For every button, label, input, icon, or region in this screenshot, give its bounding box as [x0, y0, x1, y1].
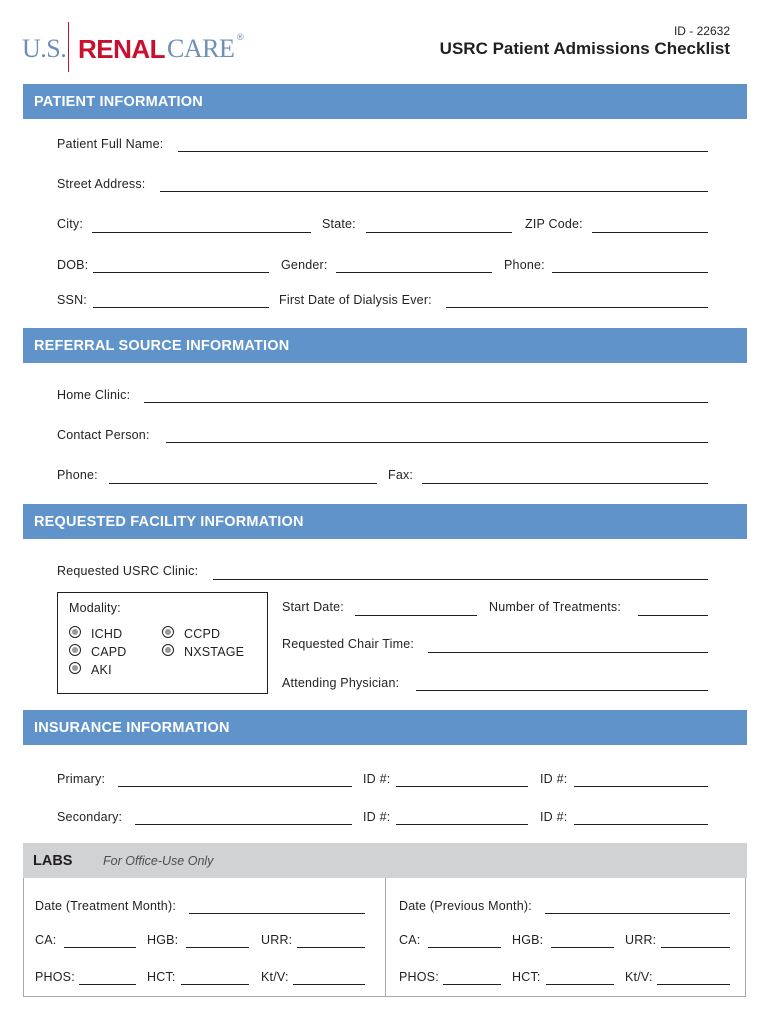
first-dialysis-field[interactable]: [446, 307, 708, 308]
primary-field[interactable]: [118, 786, 352, 787]
urr-field-left[interactable]: [297, 947, 365, 948]
logo-registered: ®: [237, 32, 244, 42]
gender-field[interactable]: [336, 272, 492, 273]
phos-label-left: PHOS:: [35, 970, 75, 984]
contact-person-field[interactable]: [166, 442, 708, 443]
secondary-id-field[interactable]: [396, 824, 528, 825]
radio-icon[interactable]: [162, 644, 174, 656]
primary-id-label: ID #:: [363, 772, 391, 786]
modality-option-ccpd[interactable]: [162, 626, 257, 641]
city-field[interactable]: [92, 232, 311, 233]
hgb-label-left: HGB:: [147, 933, 179, 947]
phos-field-right[interactable]: [443, 984, 501, 985]
hgb-field-left[interactable]: [186, 947, 249, 948]
referral-phone-label: Phone:: [57, 468, 98, 482]
city-label: City:: [57, 217, 83, 231]
modality-option-ichd[interactable]: [69, 626, 149, 641]
primary-id-field[interactable]: [396, 786, 528, 787]
logo-care: CARE: [167, 34, 235, 63]
modality-label: Modality:: [69, 601, 121, 615]
page-title: USRC Patient Admissions Checklist: [439, 39, 730, 58]
hct-label-right: HCT:: [512, 970, 541, 984]
ktv-label-right: Kt/V:: [625, 970, 653, 984]
option-label: NXSTAGE: [184, 645, 245, 659]
hct-field-left[interactable]: [181, 984, 249, 985]
section-bar-referral: [23, 328, 747, 363]
secondary-label: Secondary:: [57, 810, 123, 824]
gender-label: Gender:: [281, 258, 328, 272]
logo-renal: RENAL: [78, 34, 166, 64]
phos-label-right: PHOS:: [399, 970, 439, 984]
logo-divider: [68, 22, 69, 72]
patient-full-name-field[interactable]: [178, 151, 708, 152]
radio-icon[interactable]: [69, 626, 81, 638]
hct-label-left: HCT:: [147, 970, 176, 984]
urr-label-left: URR:: [261, 933, 293, 947]
hgb-field-right[interactable]: [551, 947, 614, 948]
ca-label-right: CA:: [399, 933, 421, 947]
option-label: CCPD: [184, 627, 221, 641]
section-bar-insurance: [23, 710, 747, 745]
section-heading-facility: REQUESTED FACILITY INFORMATION: [34, 514, 304, 530]
radio-icon[interactable]: [69, 644, 81, 656]
urr-field-right[interactable]: [661, 947, 730, 948]
fax-label: Fax:: [388, 468, 414, 482]
labs-header: [23, 843, 747, 878]
patient-phone-label: Phone:: [504, 258, 545, 272]
ssn-field[interactable]: [93, 307, 269, 308]
home-clinic-label: Home Clinic:: [57, 388, 131, 402]
section-heading-patient: PATIENT INFORMATION: [34, 94, 203, 110]
patient-full-name-label: Patient Full Name:: [57, 137, 164, 151]
date-treatment-label: Date (Treatment Month):: [35, 899, 176, 913]
ca-field-right[interactable]: [428, 947, 501, 948]
secondary-id2-field[interactable]: [574, 824, 708, 825]
modality-option-nxstage[interactable]: [162, 644, 257, 659]
phos-field-left[interactable]: [79, 984, 136, 985]
patient-phone-field[interactable]: [552, 272, 708, 273]
labs-heading: LABS: [33, 853, 73, 869]
date-previous-field[interactable]: [545, 913, 730, 914]
requested-clinic-field[interactable]: [213, 579, 708, 580]
labs-divider: [385, 878, 386, 997]
section-heading-referral: REFERRAL SOURCE INFORMATION: [34, 338, 290, 354]
dob-field[interactable]: [93, 272, 269, 273]
radio-icon[interactable]: [162, 626, 174, 638]
chair-time-field[interactable]: [428, 652, 708, 653]
ktv-label-left: Kt/V:: [261, 970, 289, 984]
ca-field-left[interactable]: [64, 947, 136, 948]
labs-note: For Office-Use Only: [103, 854, 214, 868]
ktv-field-right[interactable]: [657, 984, 730, 985]
section-heading-insurance: INSURANCE INFORMATION: [34, 720, 230, 736]
section-bar-patient: [23, 84, 747, 119]
primary-label: Primary:: [57, 772, 106, 786]
logo-us: U.S.: [22, 34, 67, 63]
street-address-label: Street Address:: [57, 177, 146, 191]
option-label: CAPD: [91, 645, 127, 659]
state-field[interactable]: [366, 232, 512, 233]
secondary-id2-label: ID #:: [540, 810, 568, 824]
hct-field-right[interactable]: [546, 984, 614, 985]
section-bar-facility: [23, 504, 747, 539]
requested-clinic-label: Requested USRC Clinic:: [57, 564, 199, 578]
option-label: ICHD: [91, 627, 123, 641]
contact-person-label: Contact Person:: [57, 428, 150, 442]
radio-icon[interactable]: [69, 662, 81, 674]
chair-time-label: Requested Chair Time:: [282, 637, 415, 651]
fax-field[interactable]: [422, 483, 708, 484]
zip-field[interactable]: [592, 232, 708, 233]
date-previous-label: Date (Previous Month):: [399, 899, 532, 913]
hgb-label-right: HGB:: [512, 933, 544, 947]
option-label: AKI: [91, 663, 112, 677]
form-id: ID - 22632: [673, 24, 730, 38]
start-date-label: Start Date:: [282, 600, 344, 614]
first-dialysis-label: First Date of Dialysis Ever:: [279, 293, 432, 307]
zip-label: ZIP Code:: [525, 217, 583, 231]
urr-label-right: URR:: [625, 933, 657, 947]
primary-id2-field[interactable]: [574, 786, 708, 787]
ktv-field-left[interactable]: [293, 984, 365, 985]
ca-label-left: CA:: [35, 933, 57, 947]
physician-label: Attending Physician:: [282, 676, 400, 690]
physician-field[interactable]: [416, 690, 708, 691]
num-treatments-field[interactable]: [638, 615, 708, 616]
referral-phone-field[interactable]: [109, 483, 377, 484]
secondary-id-label: ID #:: [363, 810, 391, 824]
modality-option-capd[interactable]: [69, 644, 149, 659]
home-clinic-field[interactable]: [144, 402, 708, 403]
state-label: State:: [322, 217, 356, 231]
dob-label: DOB:: [57, 258, 89, 272]
secondary-field[interactable]: [135, 824, 352, 825]
primary-id2-label: ID #:: [540, 772, 568, 786]
modality-option-aki[interactable]: [69, 662, 149, 677]
date-treatment-field[interactable]: [189, 913, 365, 914]
ssn-label: SSN:: [57, 293, 87, 307]
start-date-field[interactable]: [355, 615, 477, 616]
num-treatments-label: Number of Treatments:: [489, 600, 622, 614]
street-address-field[interactable]: [160, 191, 708, 192]
logo: [22, 28, 252, 78]
